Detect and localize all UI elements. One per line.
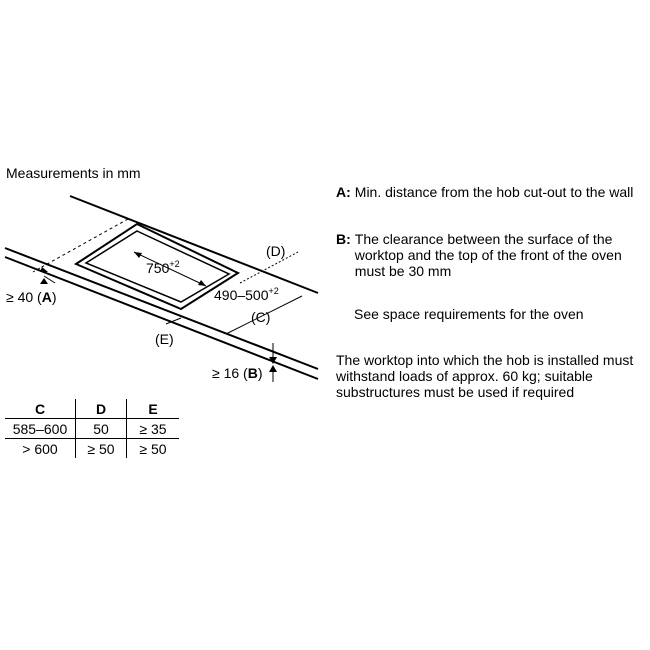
note-see-oven: See space requirements for the oven xyxy=(354,306,584,322)
table-cell: > 600 xyxy=(22,440,58,457)
table-cell: ≥ 50 xyxy=(76,439,127,459)
note-a xyxy=(336,184,636,200)
table-header-e: E xyxy=(127,399,180,419)
width-arrow xyxy=(134,252,206,286)
note-b xyxy=(336,231,636,279)
note-b-text: The clearance between the surface of the worktop and the top of the front of the oven must be 30 mm xyxy=(354,231,622,279)
dimension-table xyxy=(5,399,179,458)
table-cell: ≥ 35 xyxy=(127,419,180,439)
table-header-d: D xyxy=(76,399,127,419)
label-c: (C) xyxy=(251,309,271,325)
label-b: ≥ 16 (B) xyxy=(212,365,263,381)
note-a-key: A: xyxy=(336,184,351,200)
label-e: (E) xyxy=(155,331,174,347)
note-b-key: B: xyxy=(336,231,351,247)
table-header-c: C xyxy=(5,399,76,419)
measurements-title: Measurements in mm xyxy=(6,165,141,181)
table-cell: 50 xyxy=(76,419,127,439)
note-load: The worktop into which the hob is installed must withstand loads of approx. 60 kg; suitable substructures must be used if required xyxy=(336,352,634,400)
cutout-dashed-left xyxy=(40,219,128,268)
table-cell: 585–600 xyxy=(5,419,76,439)
label-d: (D) xyxy=(266,243,286,259)
table-cell: ≥ 50 xyxy=(139,440,167,457)
table-header-row xyxy=(5,399,179,419)
depth-label: $490-500^{+2}$ xyxy=(214,286,279,303)
table-row xyxy=(5,439,179,459)
label-a: ≥ 40 (A) xyxy=(6,289,57,305)
note-a-text: Min. distance from the hob cut-out to the wall xyxy=(354,184,634,200)
width-label: $750^{+2}$ xyxy=(146,259,180,276)
table-row xyxy=(5,419,179,439)
